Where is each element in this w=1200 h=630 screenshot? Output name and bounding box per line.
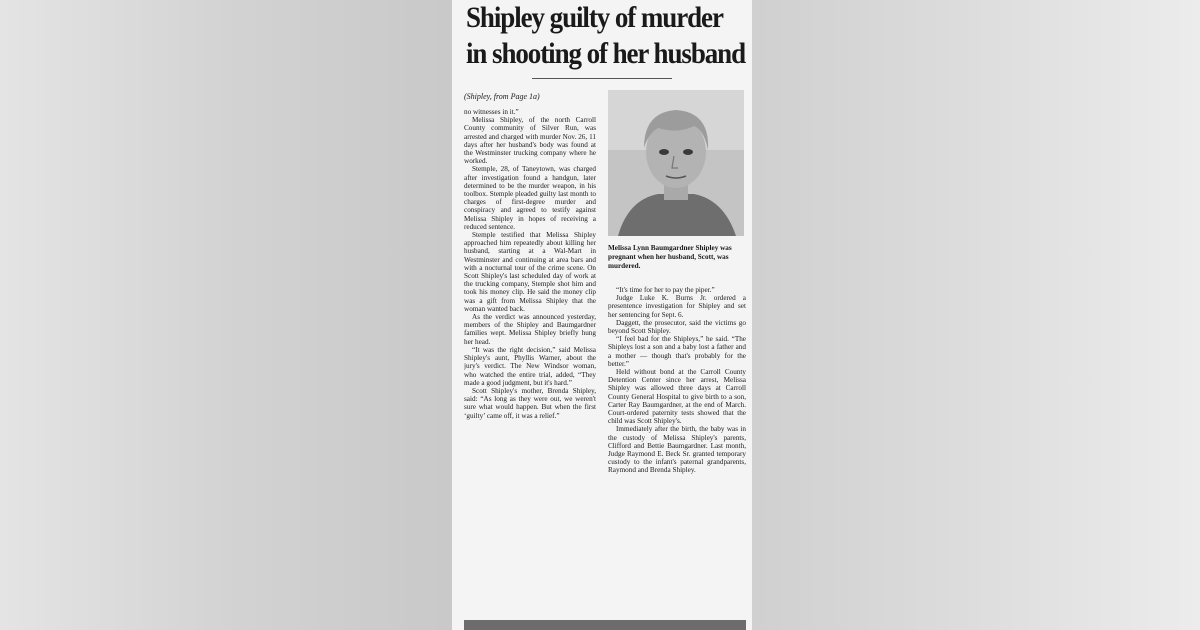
headline-line-2: in shooting of her husband bbox=[466, 37, 746, 70]
newspaper-clipping bbox=[452, 0, 752, 630]
headline bbox=[466, 0, 746, 72]
jump-line: (Shipley, from Page 1a) bbox=[464, 92, 540, 101]
headline-line-1: Shipley guilty of murder bbox=[466, 1, 723, 34]
next-article-edge bbox=[464, 620, 746, 630]
paragraph: Judge Luke K. Burns Jr. ordered a presentence investigation for Shipley and set her sentencing for Sept. 6. bbox=[608, 294, 746, 319]
paragraph: Held without bond at the Carroll County Detention Center since her arrest, Melissa Shipley was allowed three days at Carroll County General Hospital to give birth to a son, Carter Ray Baumgardner, at the end of March. Court-ordered paternity tests showed that the child was Scott Shipley's. bbox=[608, 368, 746, 426]
paragraph: “It's time for her to pay the piper.” bbox=[616, 286, 715, 294]
paragraph: Daggett, the prosecutor, said the victims go beyond Scott Shipley. bbox=[608, 318, 746, 336]
right-column bbox=[608, 286, 746, 612]
headline-rule bbox=[532, 78, 672, 79]
photo-caption: Melissa Lynn Baumgardner Shipley was pregnant when her husband, Scott, was murdered. bbox=[608, 244, 732, 270]
paragraph: no witnesses in it.” bbox=[464, 108, 519, 116]
paragraph: As the verdict was announced yesterday, members of the Shipley and Baumgardner families wept. Melissa Shipley briefly hung her head. bbox=[464, 313, 596, 346]
paragraph: Stemple testified that Melissa Shipley approached him repeatedly about killing her husband, starting at a Wal-Mart in Westminster and continuing at area bars and with a nocturnal tour of the crime scene. On Scott Shipley's last scheduled day of work at the trucking company, Stemple shot him and took his money clip. He said the money clip was a gift from Melissa Shipley that the woman wanted back. bbox=[464, 231, 596, 313]
paragraph: “I feel bad for the Shipleys,” he said. “The Shipleys lost a son and a baby lost a father and a mother — though that's probably for the better.” bbox=[608, 335, 746, 368]
left-column bbox=[464, 108, 596, 612]
portrait-photo bbox=[608, 90, 744, 236]
paragraph: “It was the right decision,” said Melissa Shipley's aunt, Phyllis Warner, about the jury's verdict. The New Windsor woman, who watched the entire trial, added, “They made a good judgment, but it's hard.” bbox=[464, 345, 596, 387]
paragraph: Scott Shipley's mother, Brenda Shipley, said: “As long as they were out, we weren't sure what would happen. But when the first ‘guilty’ came off, it was a relief.” bbox=[464, 386, 596, 420]
paragraph: Immediately after the birth, the baby was in the custody of Melissa Shipley's parents, Clifford and Bettie Baumgardner. Last month, Judge Raymond E. Beck Sr. granted temporary custody to the infant's paternal grandparents, Raymond and Brenda Shipley. bbox=[608, 425, 746, 475]
paragraph: Stemple, 28, of Taneytown, was charged after investigation found a handgun, later determined to be the murder weapon, in his toolbox. Stemple pleaded guilty last month to charges of first-degree murder and conspiracy and agreed to testify against Melissa Shipley in hopes of receiving a reduced sentence. bbox=[464, 165, 596, 231]
portrait-image bbox=[608, 90, 744, 236]
paragraph: Melissa Shipley, of the north Carroll County community of Silver Run, was arrested and charged with murder Nov. 26, 11 days after her husband's body was found at the Westminster trucking company where he worked. bbox=[464, 116, 596, 166]
